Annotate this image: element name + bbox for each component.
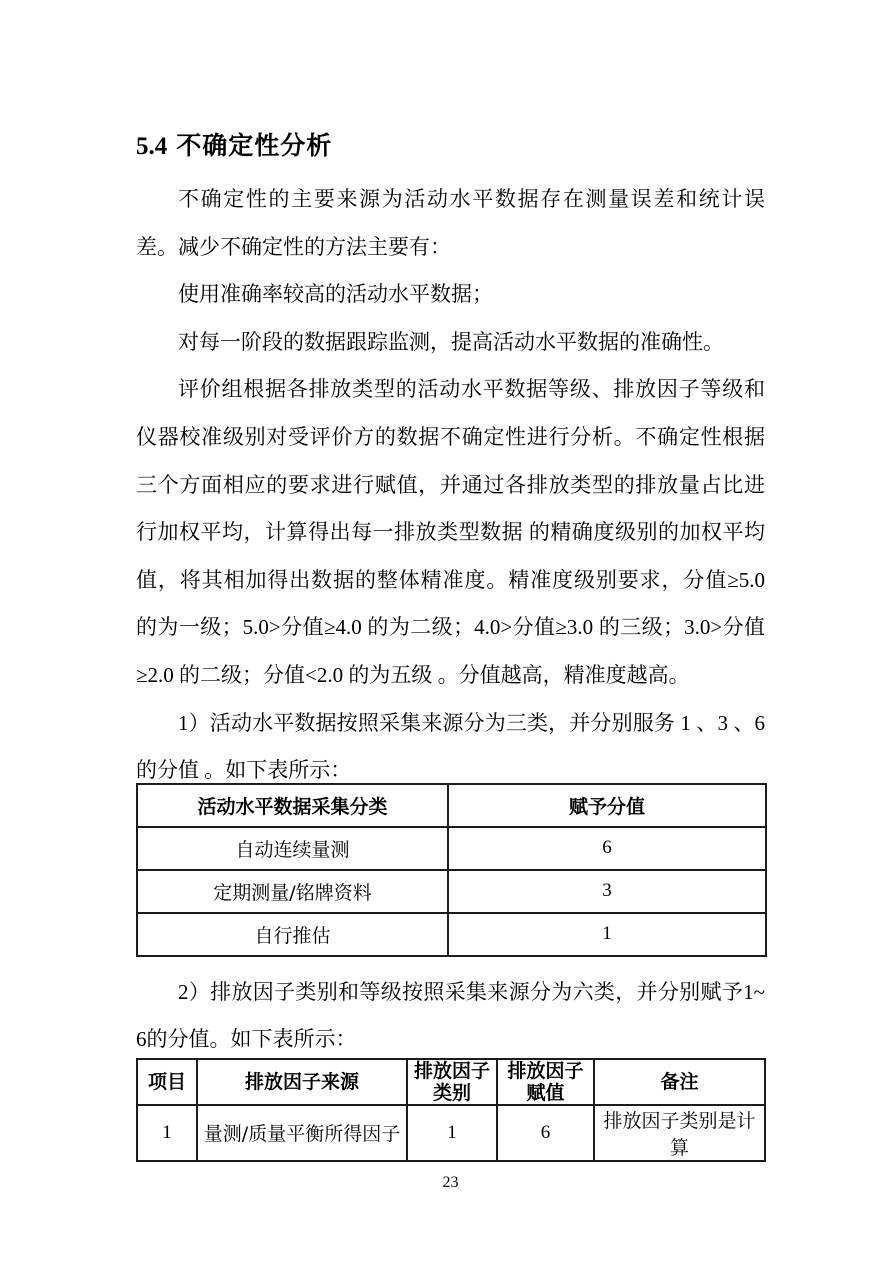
- cell-category: 定期测量/铭牌资料: [137, 870, 448, 913]
- table-row: [137, 913, 766, 956]
- table-row: [137, 1105, 765, 1161]
- cell-score: 1: [448, 913, 766, 956]
- cell-score: 6: [448, 827, 766, 870]
- paragraph-method-tracking: 对每一阶段的数据跟踪监测，提高活动水平数据的准确性。: [178, 329, 724, 354]
- cell-score: 3: [448, 870, 766, 913]
- paragraph-method-accuracy: 使用准确率较高的活动水平数据；: [178, 282, 493, 307]
- cell-factor-score: 6: [497, 1105, 594, 1161]
- paragraph-activity-data-intro: 1）活动水平数据按照采集来源分为三类，并分别服务 1 、3 、6 的分值 。如下表所示：: [136, 710, 765, 783]
- section-title: 不确定性分析: [176, 131, 333, 160]
- paragraph-evaluation-scoring: 评价组根据各排放类型的活动水平数据等级、排放因子等级和仪器校准级别对受评价方的数据不确定性进行分析。不确定性根据三个方面相应的要求进行赋值，并通过各排放类型的排放量占比进行加权平均，计算得出每一排放类型数据 的精确度级别的加权平均值，将其相加得出数据的整体精准度。精准度级别要求，分值≥5.0 的为一级；5.0>分值≥4.0 的为二级；4.0>分值≥3.0 的三级；3.0>分值≥2.0 的二级；分值<2.0 的为五级 。分值越高，精准度越高。: [136, 377, 765, 687]
- column-header-score: 赋予分值: [448, 784, 766, 827]
- column-header-note: 备注: [594, 1059, 765, 1105]
- cell-category: 自行推估: [137, 913, 448, 956]
- cell-category: 自动连续量测: [137, 827, 448, 870]
- column-header-source: 排放因子来源: [197, 1059, 407, 1105]
- cell-item: 1: [137, 1105, 197, 1161]
- table-row: [137, 827, 766, 870]
- emission-factor-table: [136, 1058, 766, 1162]
- paragraph-emission-factor-intro: 2）排放因子类别和等级按照采集来源分为六类，并分别赋予1~6的分值。如下表所示：: [136, 979, 765, 1052]
- table-row: [137, 870, 766, 913]
- paragraph-uncertainty-sources: 不确定性的主要来源为活动水平数据存在测量误差和统计误差。减少不确定性的方法主要有：: [136, 187, 765, 259]
- page-number: 23: [442, 1173, 459, 1191]
- column-header-factor-score: 排放因子赋值: [497, 1059, 594, 1105]
- section-heading: [136, 131, 765, 162]
- column-header-factor-category: 排放因子类别: [407, 1059, 497, 1105]
- column-header-item: 项目: [137, 1059, 197, 1105]
- cell-note: 排放因子类别是计算: [594, 1105, 765, 1161]
- cell-factor-category: 1: [407, 1105, 497, 1161]
- column-header-category: 活动水平数据采集分类: [137, 784, 448, 827]
- section-number: 5.4: [136, 133, 168, 160]
- emission-table-header-row: [137, 1059, 765, 1105]
- activity-data-table: [136, 783, 767, 957]
- cell-source: 量测/质量平衡所得因子: [197, 1105, 407, 1161]
